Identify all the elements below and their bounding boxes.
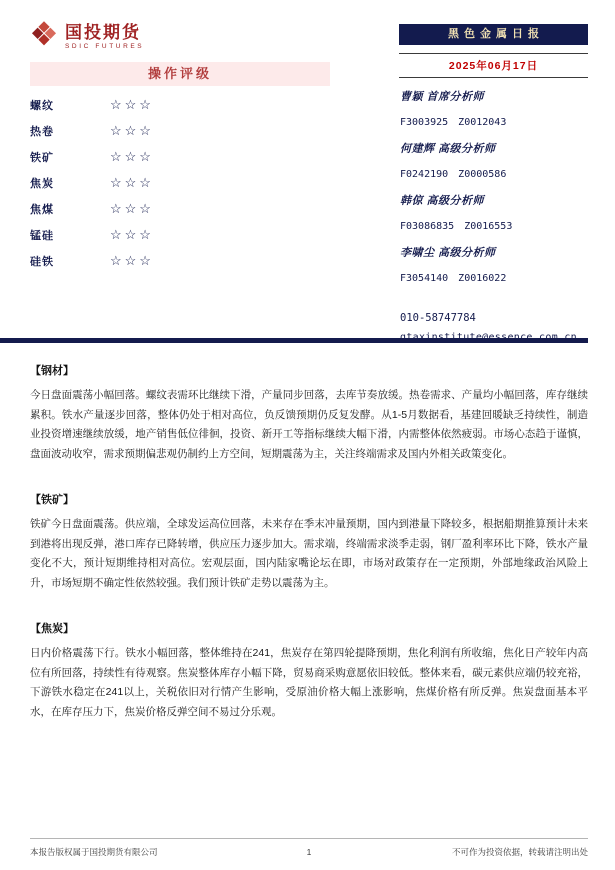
cert-number: F03086835 xyxy=(400,221,455,232)
commodity-name: 螺纹 xyxy=(30,100,54,112)
section-coke xyxy=(30,620,588,722)
cert-number: F3003925 xyxy=(400,117,449,128)
rating-row-rebar xyxy=(30,92,330,118)
brand-logo xyxy=(30,20,144,53)
rating-row-iron-ore xyxy=(30,144,330,170)
analyst-name-title: 韩倞 高级分析师 xyxy=(400,195,485,207)
section-iron-ore xyxy=(30,491,588,593)
commodity-name: 铁矿 xyxy=(30,152,54,164)
commodity-name: 焦煤 xyxy=(30,204,54,216)
section-title: 【铁矿】 xyxy=(30,494,74,506)
rating-row-coking-coal xyxy=(30,196,330,222)
star-rating-icons: ☆☆☆ xyxy=(110,149,154,164)
ratings-list xyxy=(30,92,330,274)
commodity-name: 锰硅 xyxy=(30,230,54,242)
analyst-name-title: 曹颖 首席分析师 xyxy=(400,91,485,103)
rating-row-silicomanganese xyxy=(30,222,330,248)
footer-page-number: 1 xyxy=(306,847,312,857)
footer-disclaimer: 不可作为投资依据，转载请注明出处 xyxy=(451,847,588,857)
commodity-name: 焦炭 xyxy=(30,178,54,190)
analyst-certificates xyxy=(400,162,590,188)
cert-number: Z0012043 xyxy=(458,117,507,128)
analyst-certificates xyxy=(400,110,590,136)
section-body-text: 日内价格震荡下行。铁水小幅回落，整体维持在241，焦炭存在第四轮提降预期，焦化利润有所收缩，焦化日产较年内高位有所回落，持续性有待观察。焦炭整体库存小幅下降，贸易商采购意愿依旧较低。整体来看，碳元素供应端仍较充裕，下游铁水稳定在241以上，关税依旧对行情产生影响，受原油价格大幅上涨影响，焦煤价格有所反弹。焦炭盘面基本平水，在库存压力下，焦炭价格反弹空间不易过分乐观。 xyxy=(30,647,588,718)
header-divider-bar xyxy=(0,338,588,343)
commodity-name: 热卷 xyxy=(30,126,54,138)
star-rating-icons: ☆☆☆ xyxy=(110,227,154,242)
rating-row-ferrosilicon xyxy=(30,248,330,274)
analyst-certificates xyxy=(400,214,590,240)
cert-number: Z0016022 xyxy=(458,273,507,284)
star-rating-icons: ☆☆☆ xyxy=(110,175,154,190)
star-rating-icons: ☆☆☆ xyxy=(110,123,154,138)
commodity-name: 硅铁 xyxy=(30,256,54,268)
brand-subtitle: SDIC FUTURES xyxy=(65,42,145,50)
section-body-text: 今日盘面震荡小幅回落。螺纹表需环比继续下滑，产量同步回落，去库节奏放缓。热卷需求、产量均小幅回落，库存继续累积。铁水产量逐步回落，整体仍处于相对高位，负反馈预期仍反复发酵。从1-5月数据看，基建回暖缺乏持续性，制造业投资增速继续放缓，地产销售低位徘徊，投资、新开工等指标继续大幅下滑，内需整体依然疲弱。市场心态趋于谨慎，盘面波动收窄，需求预期偏悲观仍制约上方空间，短期震荡为主，关注终端需求及国内外相关政策变化。 xyxy=(30,389,588,460)
cert-number: F3054140 xyxy=(400,273,449,284)
analyst-certificates xyxy=(400,266,590,292)
rating-row-coke xyxy=(30,170,330,196)
report-title-badge: 黑色金属日报 xyxy=(399,24,588,45)
star-rating-icons: ☆☆☆ xyxy=(110,97,154,112)
analyst-name-title: 何建辉 高级分析师 xyxy=(400,143,496,155)
report-date: 2025年06月17日 xyxy=(399,53,588,78)
cert-number: Z0000586 xyxy=(458,169,507,180)
rating-row-hot-coil xyxy=(30,118,330,144)
section-steel xyxy=(30,362,588,464)
section-title: 【焦炭】 xyxy=(30,623,74,635)
star-rating-icons: ☆☆☆ xyxy=(110,201,154,216)
section-body-text: 铁矿今日盘面震荡。供应端，全球发运高位回落，未来存在季末冲量预期，国内到港量下降较多，根据船期推算预计未来到港将出现反弹，港口库存已降转增，供应压力逐步加大。需求端，终端需求淡季走弱，钢厂盈利率环比下降，铁水产量变化不大，预计短期维持相对高位。宏观层面，国内陆家嘴论坛在即，市场对政策存在一定预期，外部地缘政治风险上升，市场短期不确定性依然较强。我们预计铁矿走势以震荡为主。 xyxy=(30,518,588,589)
section-title: 【钢材】 xyxy=(30,365,74,377)
ratings-banner-title: 操作评级 xyxy=(30,62,330,86)
analysts-panel xyxy=(400,84,590,348)
brand-name: 国投期货 xyxy=(65,22,141,42)
star-rating-icons: ☆☆☆ xyxy=(110,253,154,268)
report-body xyxy=(30,362,588,749)
sdic-diamond-logo-icon xyxy=(30,20,58,53)
phone-number: 010-58747784 xyxy=(400,312,476,324)
footer-copyright: 本报告版权属于国投期货有限公司 xyxy=(30,847,158,857)
page-footer xyxy=(30,838,588,858)
analyst-name-title: 李啸尘 高级分析师 xyxy=(400,247,496,259)
cert-number: F0242190 xyxy=(400,169,449,180)
cert-number: Z0016553 xyxy=(464,221,513,232)
